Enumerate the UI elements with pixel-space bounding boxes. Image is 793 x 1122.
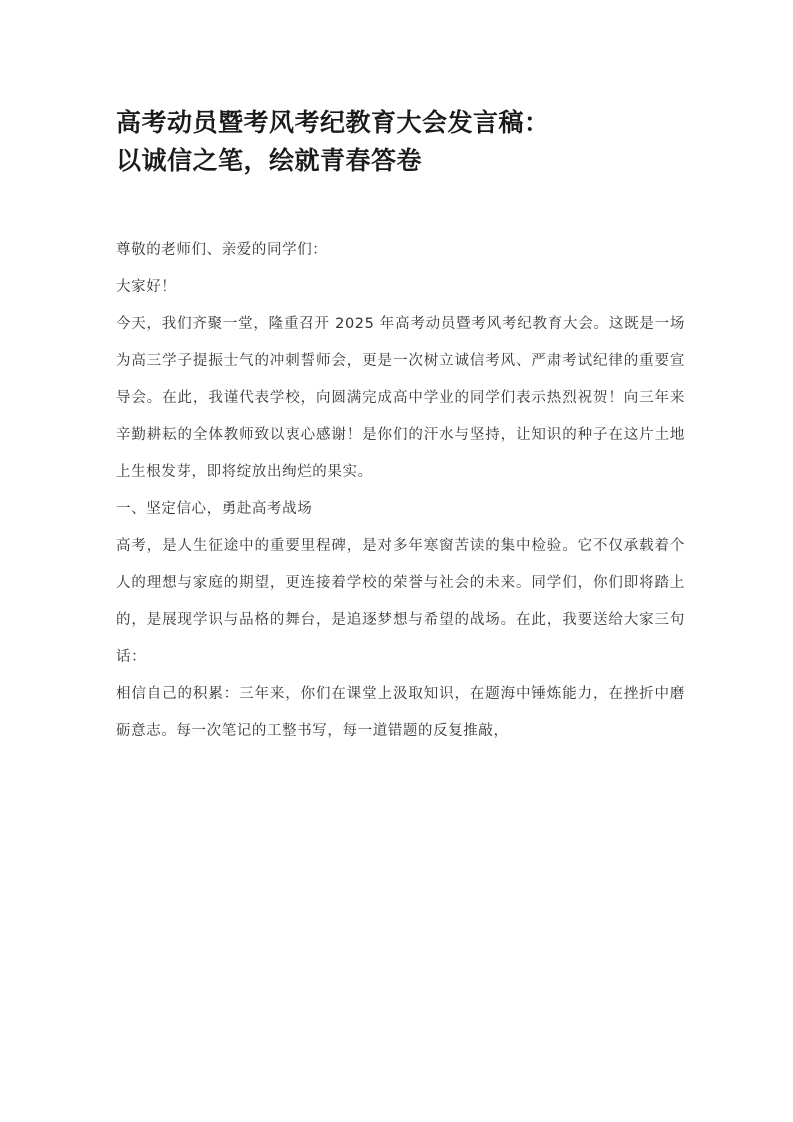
salutation: 尊敬的老师们、亲爱的同学们： bbox=[116, 242, 328, 258]
greeting: 大家好！ bbox=[116, 279, 177, 295]
page-title-line-2: 以诚信之笔，绘就青春答卷 bbox=[116, 146, 423, 175]
page-title bbox=[116, 104, 685, 180]
page-title-line-1: 高考动员暨考风考纪教育大会发言稿： bbox=[116, 108, 550, 137]
opening-paragraph: 今天，我们齐聚一堂，隆重召开 2025 年高考动员暨考风考纪教育大会。这既是一场为高三学子提振士气的冲刺誓师会，更是一次树立诚信考风、严肃考试纪律的重要宣导会。在此，我谨代表学校，向圆满完成高中学业的同学们表示热烈祝贺！向三年来辛勤耕耘的全体教师致以衷心感谢！是你们的汗水与坚持，让知识的种子在这片土地上生根发芽，即将绽放出绚烂的果实。 bbox=[116, 316, 685, 480]
section-one-heading: 一、坚定信心，勇赴高考战场 bbox=[116, 501, 313, 517]
section-one-paragraph: 高考，是人生征途中的重要里程碑，是对多年寒窗苦读的集中检验。它不仅承载着个人的理想与家庭的期望，更连接着学校的荣誉与社会的未来。同学们，你们即将踏上的，是展现学识与品格的舞台，是追逐梦想与希望的战场。在此，我要送给大家三句话： bbox=[116, 538, 685, 665]
section-one-point-one: 相信自己的积累：三年来，你们在课堂上汲取知识，在题海中锤炼能力，在挫折中磨砺意志。每一次笔记的工整书写，每一道错题的反复推敲， bbox=[116, 686, 685, 739]
